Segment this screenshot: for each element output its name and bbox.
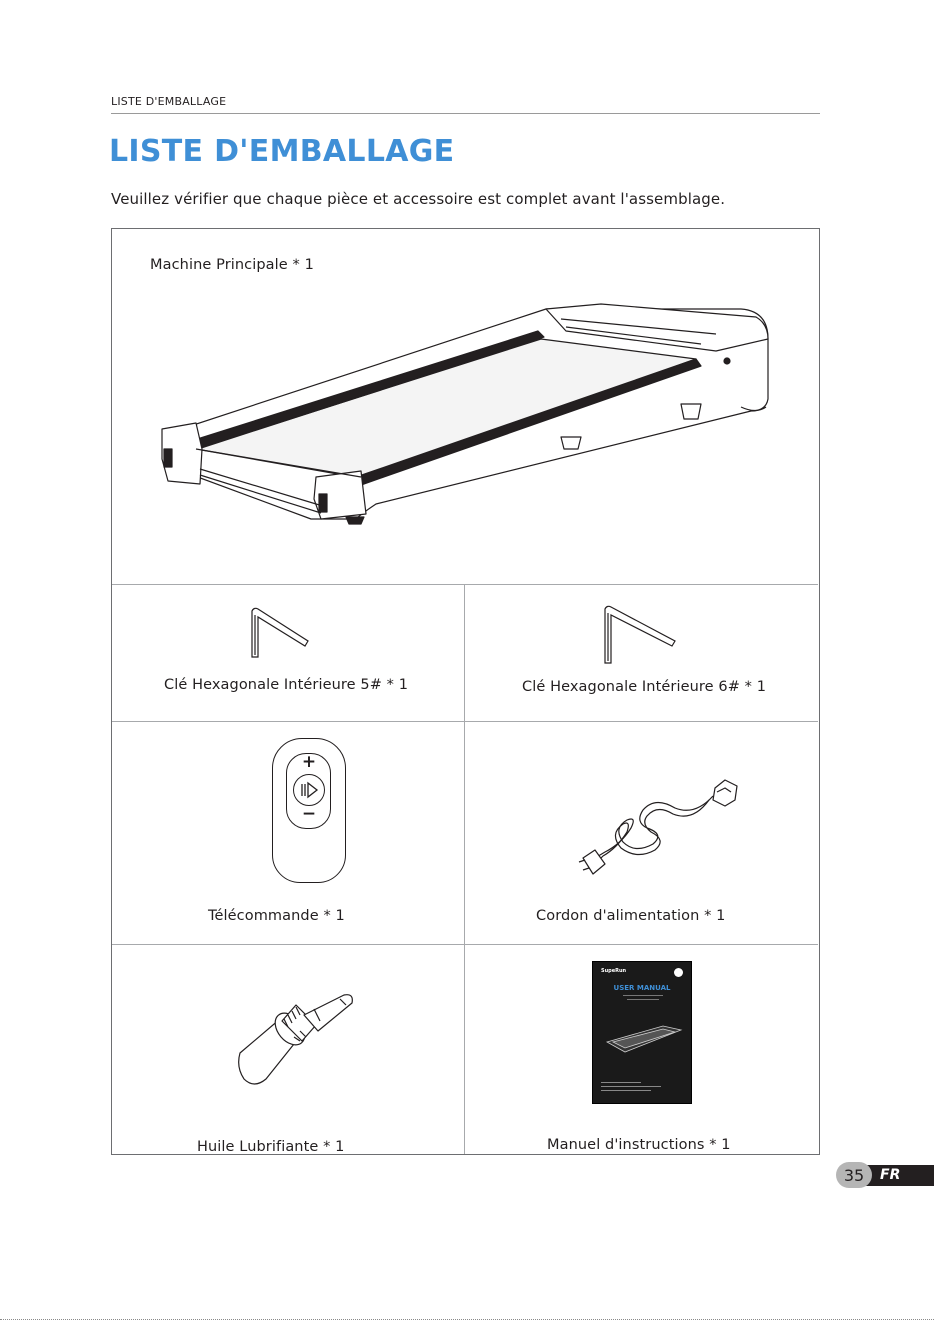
power-cord-illustration bbox=[575, 766, 755, 876]
remote-illustration bbox=[272, 738, 346, 883]
manual-footer-line bbox=[601, 1090, 651, 1091]
caption-power-cord: Cordon d'alimentation * 1 bbox=[536, 908, 726, 924]
packing-table bbox=[111, 228, 820, 1155]
cell-main-machine bbox=[112, 229, 818, 585]
remote-play-pause-icon bbox=[293, 774, 325, 806]
manual-cover-title: USER MANUAL bbox=[613, 984, 671, 992]
treadmill-illustration bbox=[156, 299, 776, 539]
page-title: LISTE D'EMBALLAGE bbox=[109, 134, 455, 169]
caption-lube-oil: Huile Lubrifiante * 1 bbox=[197, 1139, 345, 1155]
manual-badge-icon bbox=[674, 968, 683, 977]
footer-page-badge bbox=[836, 1162, 934, 1188]
page-number: 35 bbox=[836, 1162, 872, 1188]
manual-cover-line bbox=[627, 999, 659, 1000]
manual-brand: SupeRun bbox=[601, 968, 627, 974]
manual-illustration bbox=[592, 961, 692, 1104]
hex-key-5-illustration bbox=[248, 605, 318, 661]
caption-hex-key-5: Clé Hexagonale Intérieure 5# * 1 bbox=[164, 677, 409, 693]
caption-hex-key-6: Clé Hexagonale Intérieure 6# * 1 bbox=[522, 679, 767, 695]
caption-manual: Manuel d'instructions * 1 bbox=[547, 1137, 731, 1153]
intro-text: Veuillez vérifier que chaque pièce et accessoire est complet avant l'assemblage. bbox=[111, 190, 726, 208]
remote-plus-button: + bbox=[301, 752, 317, 772]
manual-treadmill-icon bbox=[605, 1024, 683, 1054]
manual-cover-line bbox=[623, 995, 663, 996]
manual-footer-line bbox=[601, 1082, 641, 1083]
cell-lube-oil bbox=[112, 945, 465, 1154]
caption-remote: Télécommande * 1 bbox=[208, 908, 345, 924]
manual-footer-line bbox=[601, 1086, 661, 1087]
language-tag: FR bbox=[862, 1165, 934, 1186]
page-bottom-dotted-line bbox=[0, 1319, 934, 1320]
cell-hex-key-5 bbox=[112, 585, 465, 722]
remote-minus-button: − bbox=[301, 804, 317, 824]
caption-main-machine: Machine Principale * 1 bbox=[150, 257, 314, 273]
header-rule bbox=[111, 113, 820, 114]
cell-hex-key-6 bbox=[465, 585, 818, 722]
running-header: LISTE D'EMBALLAGE bbox=[111, 95, 227, 108]
cell-remote bbox=[112, 722, 465, 945]
cell-power-cord bbox=[465, 722, 818, 945]
cell-manual bbox=[465, 945, 818, 1154]
hex-key-6-illustration bbox=[601, 603, 681, 667]
lube-oil-illustration bbox=[236, 991, 366, 1091]
